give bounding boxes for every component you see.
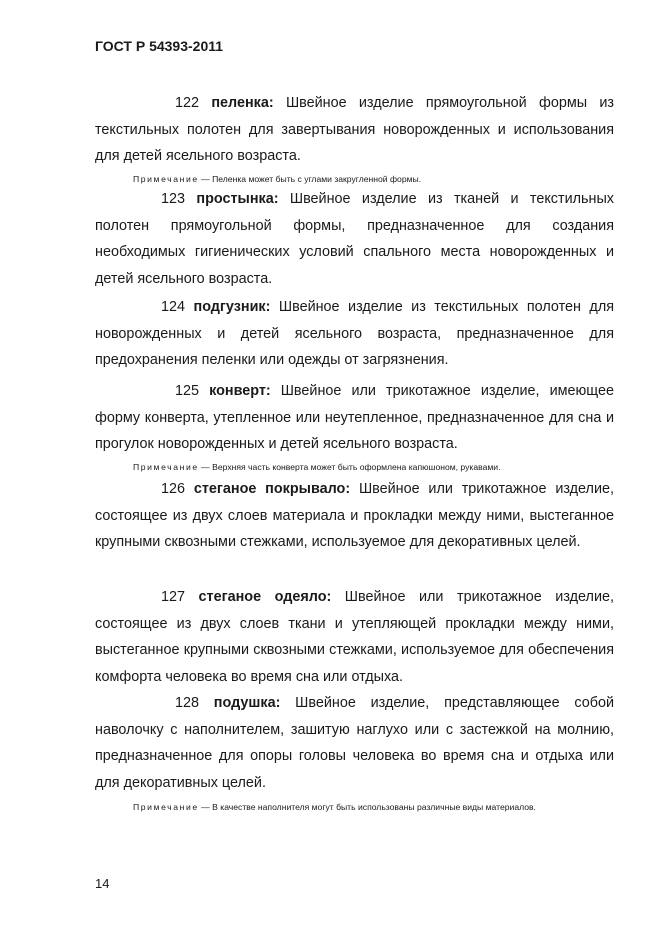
entry-term: конверт:: [209, 383, 271, 399]
entry-definition: Швейное изделие из текстильных полотен для новорожденных и детей ясельного возраста, предназначенное для предохранения пеленки или одежды от загрязнения.: [95, 299, 615, 368]
entry-number: 128: [175, 695, 200, 711]
note-label: Примечание: [133, 174, 199, 184]
document-code-header: ГОСТ Р 54393-2011: [95, 38, 224, 54]
term-entry-126: [95, 476, 614, 556]
entry-definition: Швейное или трикотажное изделие, имеющее форму конверта, утепленное или неутепленное, предназначенное для сна и прогулок новорожденных и детей ясельного возраста.: [95, 383, 614, 452]
page-number: 14: [95, 876, 110, 891]
note-dash: —: [198, 174, 213, 184]
entry-number: 124: [161, 299, 186, 315]
note-text: Пеленка может быть с углами закругленной формы.: [212, 174, 422, 184]
entry-number: 127: [161, 589, 186, 605]
entry-number: 125: [175, 383, 200, 399]
term-entry-127: [95, 584, 614, 690]
entry-term: подушка:: [213, 695, 281, 711]
entry-term: пеленка:: [211, 95, 274, 111]
term-entry-124: [95, 294, 614, 374]
entry-term: простынка:: [196, 191, 279, 207]
note-dash: —: [198, 802, 213, 812]
note-text: Верхняя часть конверта может быть оформлена капюшоном, рукавами.: [212, 462, 501, 472]
note-text: В качестве наполнителя могут быть использованы различные виды материалов.: [212, 802, 536, 812]
term-entry-122: [95, 90, 614, 170]
term-entry-125: [95, 378, 614, 458]
entry-definition: Швейное изделие из тканей и текстильных полотен прямоугольной формы, предназначенное для создания необходимых гигиенических условий спального места новорожденных и детей ясельного возраста.: [95, 191, 615, 287]
entry-definition: Швейное изделие прямоугольной формы из текстильных полотен для завертывания новорожденных и использования для детей ясельного возраста.: [95, 95, 615, 164]
term-entry-123: [95, 186, 614, 292]
entry-term: стеганое покрывало:: [193, 481, 351, 497]
entry-definition: Швейное или трикотажное изделие, состоящее из двух слоев ткани и утепляющей прокладки между ними, выстеганное крупными сквозными стежками, используемое для обеспечения комфорта человека во время сна или отдыха.: [95, 589, 614, 685]
entry-definition: Швейное или трикотажное изделие, состоящее из двух слоев материала и прокладки между ними, выстеганное крупными сквозными стежками, используемое для декоративных целей.: [95, 481, 614, 550]
note-dash: —: [198, 462, 213, 472]
note-label: Примечание: [133, 802, 199, 812]
note-label: Примечание: [133, 462, 199, 472]
entry-term: стеганое одеяло:: [198, 589, 332, 605]
note-125: [133, 462, 500, 472]
entry-definition: Швейное изделие, представляющее собой наволочку с наполнителем, зашитую наглухо или с застежкой на молнию, предназначенное для опоры головы человека во время сна и отдыха или для декоративных целей.: [95, 695, 614, 791]
term-entry-128: [95, 690, 614, 796]
entry-number: 122: [175, 95, 200, 111]
note-128: [133, 802, 536, 812]
entry-number: 123: [161, 191, 186, 207]
entry-number: 126: [161, 481, 186, 497]
note-122: [133, 174, 421, 184]
entry-term: подгузник:: [193, 299, 271, 315]
